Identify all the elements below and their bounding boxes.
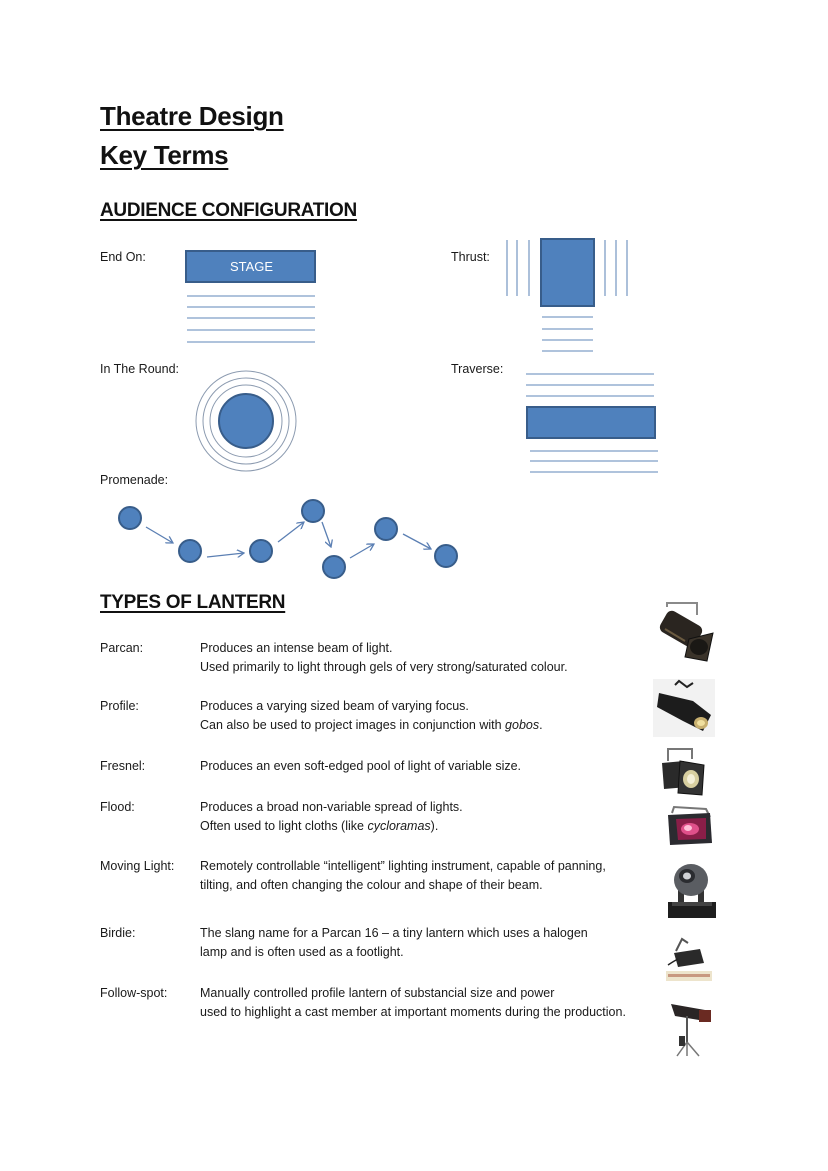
desc-line: Manually controlled profile lantern of substancial size and power <box>200 986 555 1000</box>
lantern-desc-flood <box>200 798 463 836</box>
audience-configuration-heading: AUDIENCE CONFIGURATION <box>100 200 357 221</box>
lantern-desc-parcan <box>200 639 568 677</box>
fresnel-lantern-icon <box>658 747 708 799</box>
desc-line: used to highlight a cast member at important moments during the production. <box>200 1005 626 1019</box>
flood-lantern-icon <box>666 805 714 849</box>
desc-line: Remotely controllable “intelligent” lighting instrument, capable of panning, <box>200 859 606 873</box>
end-on-audience-rows <box>187 296 315 342</box>
lantern-desc-profile <box>200 697 543 735</box>
thrust-stage <box>541 239 594 306</box>
lantern-name-flood: Flood: <box>100 800 135 814</box>
desc-line: Produces an even soft-edged pool of light of variable size. <box>200 759 522 773</box>
desc-line: Produces an intense beam of light. <box>200 641 393 655</box>
lantern-name-parcan: Parcan: <box>100 641 144 655</box>
lantern-desc-follow-spot <box>200 984 626 1022</box>
in-the-round-diagram <box>196 371 296 471</box>
lantern-name-moving-light: Moving Light: <box>100 859 175 873</box>
desc-text: . <box>539 718 543 732</box>
promenade-node <box>435 545 457 567</box>
in-the-round-stage <box>219 394 273 448</box>
desc-term: cycloramas <box>367 819 431 833</box>
birdie-lantern-icon <box>664 935 714 985</box>
desc-line: Used primarily to light through gels of very strong/saturated colour. <box>200 660 568 674</box>
follow-spot-icon <box>669 998 715 1058</box>
promenade-node <box>119 507 141 529</box>
traverse-diagram <box>526 374 658 472</box>
lantern-desc-moving-light <box>200 857 606 895</box>
traverse-label: Traverse: <box>451 362 504 376</box>
desc-line: lamp and is often used as a footlight. <box>200 945 404 959</box>
promenade-node <box>179 540 201 562</box>
thrust-diagram <box>507 239 627 351</box>
desc-term: gobos <box>505 718 540 732</box>
moving-light-icon <box>664 858 718 920</box>
promenade-label: Promenade: <box>100 473 169 487</box>
page-subtitle: Key Terms <box>100 140 229 170</box>
lantern-desc-birdie <box>200 924 588 962</box>
promenade-node <box>250 540 272 562</box>
desc-text: Can also be used to project images in conjunction with <box>200 718 506 732</box>
desc-line: tilting, and often changing the colour and shape of their beam. <box>200 878 543 892</box>
desc-text: Often used to light cloths (like <box>200 819 368 833</box>
promenade-diagram <box>119 500 457 578</box>
lantern-name-birdie: Birdie: <box>100 926 136 940</box>
desc-line <box>200 817 463 836</box>
lantern-desc-fresnel <box>200 757 521 776</box>
lantern-name-profile: Profile: <box>100 699 139 713</box>
parcan-lantern-icon <box>655 601 717 665</box>
desc-line <box>200 716 543 735</box>
lantern-name-follow-spot: Follow-spot: <box>100 986 168 1000</box>
lantern-name-fresnel: Fresnel: <box>100 759 146 773</box>
profile-lantern-icon <box>653 679 715 737</box>
thrust-label: Thrust: <box>451 250 490 264</box>
end-on-label: End On: <box>100 250 146 264</box>
in-the-round-label: In The Round: <box>100 362 179 376</box>
desc-line: Produces a varying sized beam of varying focus. <box>200 699 469 713</box>
page-title: Theatre Design <box>100 101 284 131</box>
desc-line: The slang name for a Parcan 16 – a tiny lantern which uses a halogen <box>200 926 588 940</box>
promenade-node <box>302 500 324 522</box>
promenade-node <box>375 518 397 540</box>
types-of-lantern-heading: TYPES OF LANTERN <box>100 592 286 613</box>
desc-text: ). <box>430 819 439 833</box>
traverse-stage <box>527 407 655 438</box>
promenade-node <box>323 556 345 578</box>
desc-line: Produces a broad non-variable spread of lights. <box>200 800 463 814</box>
end-on-stage-label: STAGE <box>229 259 274 274</box>
